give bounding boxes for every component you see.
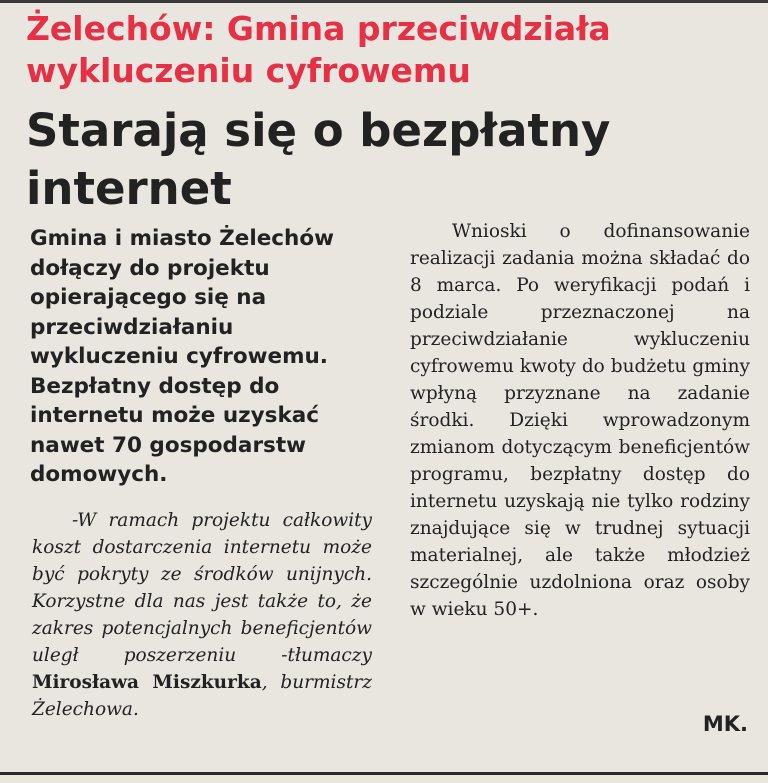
kicker-heading: Żelechów: Gmina przeciwdziała wykluczeniu cyfrowemu (26, 9, 611, 90)
quote-author-name: Mirosława Miszkurka (32, 672, 262, 693)
body-paragraph: Wnioski o dofinansowanie realizacji zadania można składać do 8 marca. Po weryfikacji podań i podziale przeznaczonej na przeciwdziałanie wykluczeniu cyfrowemu kwoty do budżetu gminy wpłyną przyznane na zadanie środki. Dzięki wprowadzonym zmianom dotyczącym beneficjentów programu, bezpłatny dostęp do internetu uzyskają nie tylko rodziny znajdujące się w trudnej sytuacji materialnej, ale także młodzież szczególnie uzdolniona oraz osoby w wieku 50+. (410, 221, 750, 620)
author-signature: MK. (702, 712, 748, 736)
bottom-rule (0, 772, 768, 775)
article-headline: Starają się o bezpłatny internet (26, 104, 611, 215)
quote-paragraph (32, 507, 372, 723)
quote-text: -W ramach projektu całkowity koszt dostarczenia internetu może być pokryty ze środków unijnych. Korzystne dla nas jest także to, że zakres potencjalnych beneficjentów uległ poszerzeniu -tłumaczy (32, 510, 372, 666)
top-rule (0, 0, 768, 3)
lead-paragraph: Gmina i miasto Żelechów dołączy do projektu opierającego się na przeciwdziałaniu wykluczeniu cyfrowemu. Bezpłatny dostęp do internetu może uzyskać nawet 70 gospodarstw domowych. (30, 226, 334, 487)
quote-author-role: , burmistrz Żelechowa. (32, 672, 372, 720)
